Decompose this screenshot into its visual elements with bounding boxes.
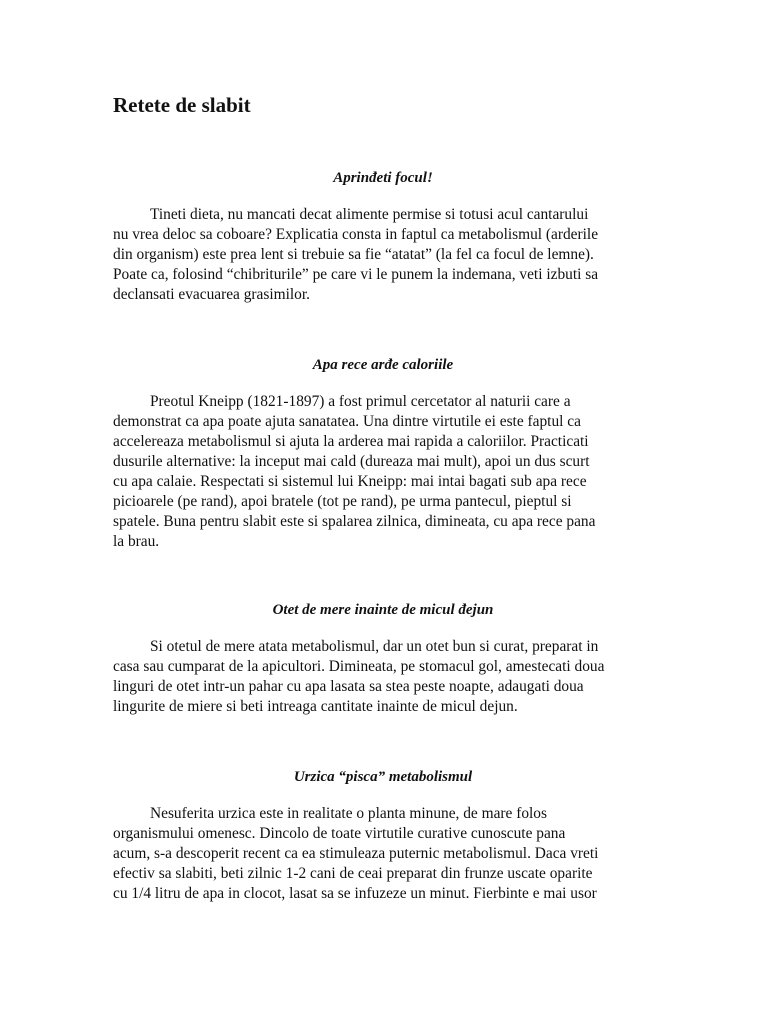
paragraph-line: cu 1/4 litru de apa in clocot, lasat sa se infuzeze un minut. Fierbinte e mai usor: [113, 885, 597, 902]
section-paragraph-urzica: [113, 804, 658, 904]
paragraph-line: organismului omenesc. Dincolo de toate virtutile curative cunoscute pana: [113, 825, 566, 842]
paragraph-line: acum, s-a descoperit recent ca ea stimuleaza puternic metabolismul. Daca vreti: [113, 845, 599, 862]
paragraph-line: Tineti dieta, nu mancati decat alimente permise si totusi acul cantarului: [150, 206, 589, 223]
paragraph-line: spatele. Buna pentru slabit este si spalarea zilnica, dimineata, cu apa rece pana: [113, 513, 596, 530]
section-paragraph-aprindeti-focul: [113, 205, 658, 305]
paragraph-line: efectiv sa slabiti, beti zilnic 1-2 cani de ceai preparat din frunze uscate oparite: [113, 865, 593, 882]
paragraph-line: declansati evacuarea grasimilor.: [113, 286, 310, 303]
paragraph-line: Si otetul de mere atata metabolismul, dar un otet bun si curat, preparat in: [150, 638, 599, 655]
paragraph-line: Preotul Kneipp (1821-1897) a fost primul cercetator al naturii care a: [150, 393, 571, 410]
paragraph-line: casa sau cumparat de la apicultori. Dimineata, pe stomacul gol, amestecati doua: [113, 658, 605, 675]
document-title: Retete de slabit: [113, 93, 251, 117]
paragraph-line: linguri de otet intr-un pahar cu apa lasata sa stea peste noapte, adaugati doua: [113, 678, 584, 695]
section-paragraph-apa-rece: [113, 392, 658, 552]
paragraph-line: accelereaza metabolismul si ajuta la arderea mai rapida a caloriilor. Practicati: [113, 433, 589, 450]
paragraph-line: din organism) este prea lent si trebuie sa fie “atatat” (la fel ca focul de lemne).: [113, 246, 594, 263]
section-heading-urzica: Urzica “pisca” metabolismul: [293, 769, 473, 785]
paragraph-line: lingurite de miere si beti intreaga cantitate inainte de micul dejun.: [113, 698, 518, 715]
section-heading-aprindeti-focul: Aprinđeti focul!: [333, 170, 433, 186]
paragraph-line: nu vrea deloc sa coboare? Explicatia consta in faptul ca metabolismul (arderile: [113, 226, 599, 243]
paragraph-line: Nesuferita urzica este in realitate o planta minune, de mare folos: [150, 805, 547, 822]
paragraph-line: picioarele (pe rand), apoi bratele (tot pe rand), pe urma pantecul, pieptul si: [113, 493, 572, 510]
paragraph-line: cu apa calaie. Respectati si sistemul lui Kneipp: mai intai bagati sub apa rece: [113, 473, 587, 490]
paragraph-line: demonstrat ca apa poate ajuta sanatatea. Una dintre virtutile ei este faptul ca: [113, 413, 581, 430]
paragraph-line: la brau.: [113, 533, 160, 550]
section-paragraph-otet-de-mere: [113, 637, 658, 717]
section-heading-otet-de-mere: Otet de mere inainte de micul đejun: [272, 602, 494, 618]
paragraph-line: Poate ca, folosind “chibriturile” pe care vi le punem la indemana, veti izbuti sa: [113, 266, 599, 283]
section-heading-apa-rece: Apa rece arđe caloriile: [312, 357, 454, 373]
paragraph-line: dusurile alternative: la inceput mai cald (dureaza mai mult), apoi un dus scurt: [113, 453, 590, 470]
